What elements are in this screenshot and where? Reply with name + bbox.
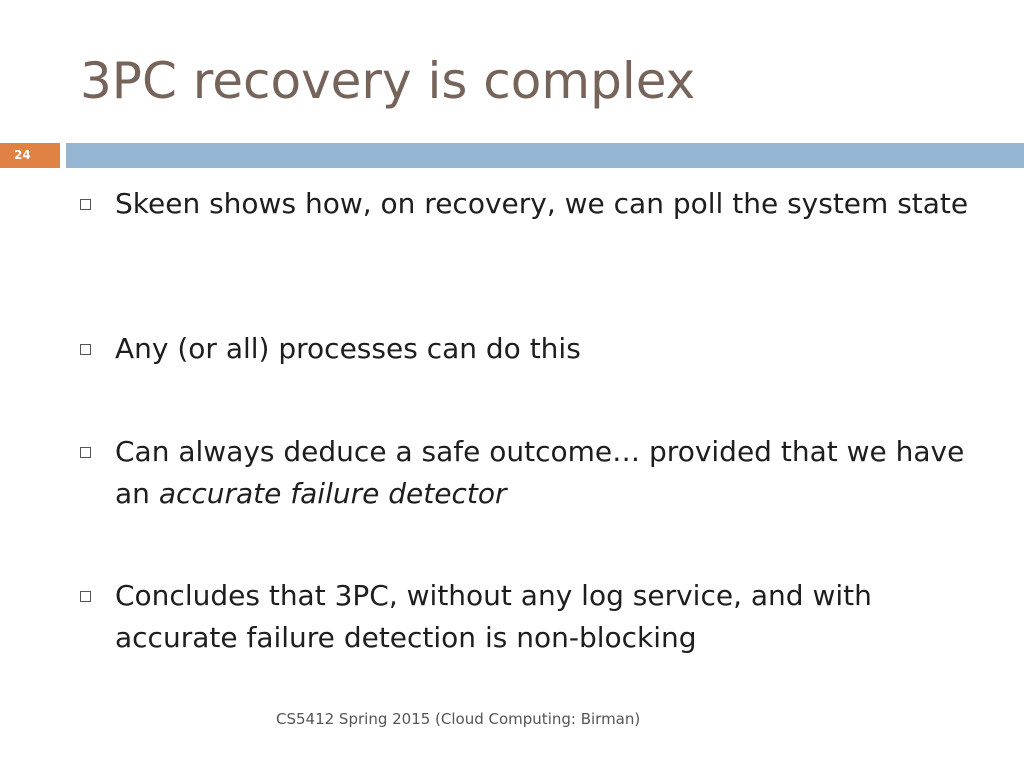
bullet-text: Skeen shows how, on recovery, we can poll the system state xyxy=(115,187,969,220)
bullet-text xyxy=(115,431,975,515)
bullet-text: Concludes that 3PC, without any log service, and with accurate failure detection is non-blocking xyxy=(115,579,872,654)
hollow-square-bullet-icon xyxy=(80,447,91,458)
slide-number: 24 xyxy=(0,143,60,168)
hollow-square-bullet-icon xyxy=(80,591,91,602)
hollow-square-bullet-icon xyxy=(80,199,91,210)
hollow-square-bullet-icon xyxy=(80,344,91,355)
bullet-text-italic: accurate failure detector xyxy=(158,477,507,510)
bullet-text-plain: Can always deduce a safe outcome… provided that we have an xyxy=(115,435,965,510)
slide-footer: CS5412 Spring 2015 (Cloud Computing: Birman) xyxy=(276,710,641,728)
title-divider-bar xyxy=(66,143,1024,168)
bullet-text: Any (or all) processes can do this xyxy=(115,332,581,365)
slide-title: 3PC recovery is complex xyxy=(80,52,696,110)
